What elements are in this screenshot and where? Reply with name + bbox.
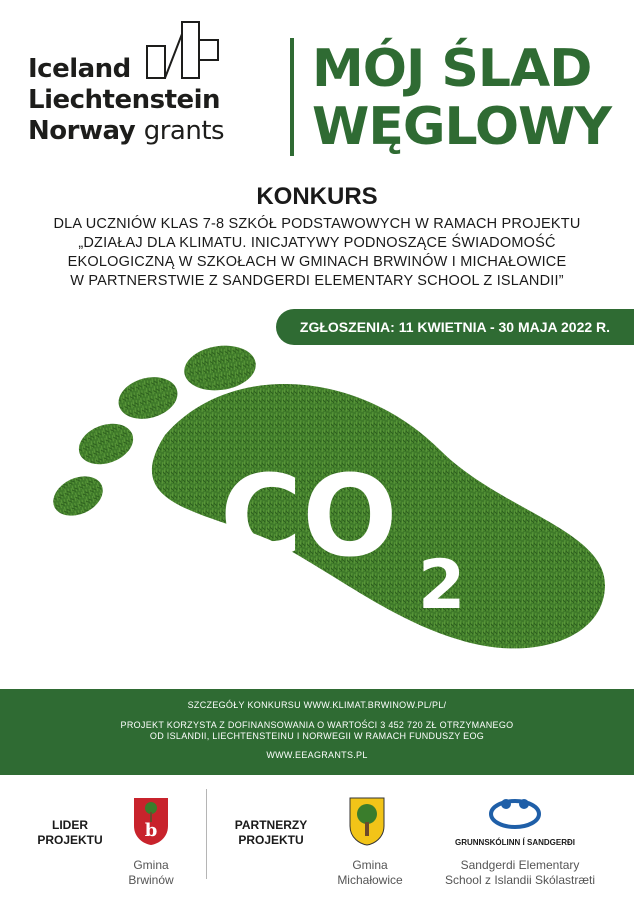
svg-text:b: b xyxy=(144,820,158,841)
sandgerdi-school-logo-icon xyxy=(486,796,544,830)
partner2-name-line-1: Sandgerdi Elementary xyxy=(460,858,580,872)
brwinow-coat-of-arms-icon xyxy=(132,796,170,846)
funding-line-2: OD ISLANDII, LIECHTENSTEINU I NORWEGII W RAMACH FUNDUSZY EOG xyxy=(149,731,485,741)
grants-norway-word: Norway xyxy=(28,116,136,146)
grants-line-liechtenstein: Liechtenstein xyxy=(28,85,221,115)
submission-dates: ZGŁOSZENIA: 11 KWIETNIA - 30 MAJA 2022 R. xyxy=(299,319,611,335)
partners-label-line-2: PROJEKTU xyxy=(238,833,304,847)
leader-label-line-2: PROJEKTU xyxy=(37,833,103,847)
title-line-2: WĘGLOWY xyxy=(312,97,612,157)
partners-label xyxy=(226,818,316,848)
partner1-name-line-2: Michałowice xyxy=(337,873,403,887)
partner1-name xyxy=(328,858,412,888)
school-logo-text: GRUNNSKÓLINN Í SANDGERÐI xyxy=(454,838,575,847)
partner2-name-line-2: School z Islandii Skólastræti xyxy=(444,873,596,887)
title-line-1: MÓJ ŚLAD xyxy=(312,39,592,99)
leader-label-line-1: LIDER xyxy=(52,818,88,832)
grants-line-norway xyxy=(28,116,224,147)
leader-name xyxy=(110,858,192,888)
partners-label-line-1: PARTNERZY xyxy=(234,818,308,832)
partner2-name xyxy=(430,858,610,888)
eea-grants-logo-icon xyxy=(146,20,220,80)
grass-footprint-graphic xyxy=(30,340,610,680)
leader-name-line-1: Gmina xyxy=(133,858,169,872)
partner1-name-line-1: Gmina xyxy=(352,858,388,872)
grants-suffix: grants xyxy=(143,116,225,146)
description-line: DLA UCZNIÓW KLAS 7-8 SZKÓŁ PODSTAWOWYCH W RAMACH PROJEKTU xyxy=(53,216,581,232)
description-line: EKOLOGICZNĄ W SZKOŁACH W GMINACH BRWINÓW I MICHAŁOWICE xyxy=(67,254,567,270)
leader-name-line-2: Brwinów xyxy=(128,873,174,887)
contest-details-link[interactable]: SZCZEGÓŁY KONKURSU WWW.KLIMAT.BRWINOW.PL/PL/ xyxy=(187,700,447,710)
co2-letters: CO xyxy=(220,452,398,582)
footer-divider xyxy=(206,789,207,879)
co2-subscript: 2 xyxy=(418,546,466,625)
header-divider xyxy=(290,38,294,156)
page-title xyxy=(312,40,622,156)
eea-website-link[interactable]: WWW.EEAGRANTS.PL xyxy=(266,750,368,760)
leader-label xyxy=(30,818,110,848)
funding-line-1: PROJEKT KORZYSTA Z DOFINANSOWANIA O WARTOŚCI 3 452 720 ZŁ OTRZYMANEGO xyxy=(120,720,514,730)
contest-description xyxy=(30,215,604,291)
michalowice-coat-of-arms-icon xyxy=(348,796,386,846)
description-line: „DZIAŁAJ DLA KLIMATU. INICJATYWY PODNOSZĄCE ŚWIADOMOŚĆ xyxy=(78,235,556,251)
description-line: W PARTNERSTWIE Z SANDGERDI ELEMENTARY SCHOOL Z ISLANDII” xyxy=(70,273,564,289)
contest-heading: KONKURS xyxy=(256,183,378,210)
grants-line-iceland: Iceland xyxy=(28,54,131,84)
